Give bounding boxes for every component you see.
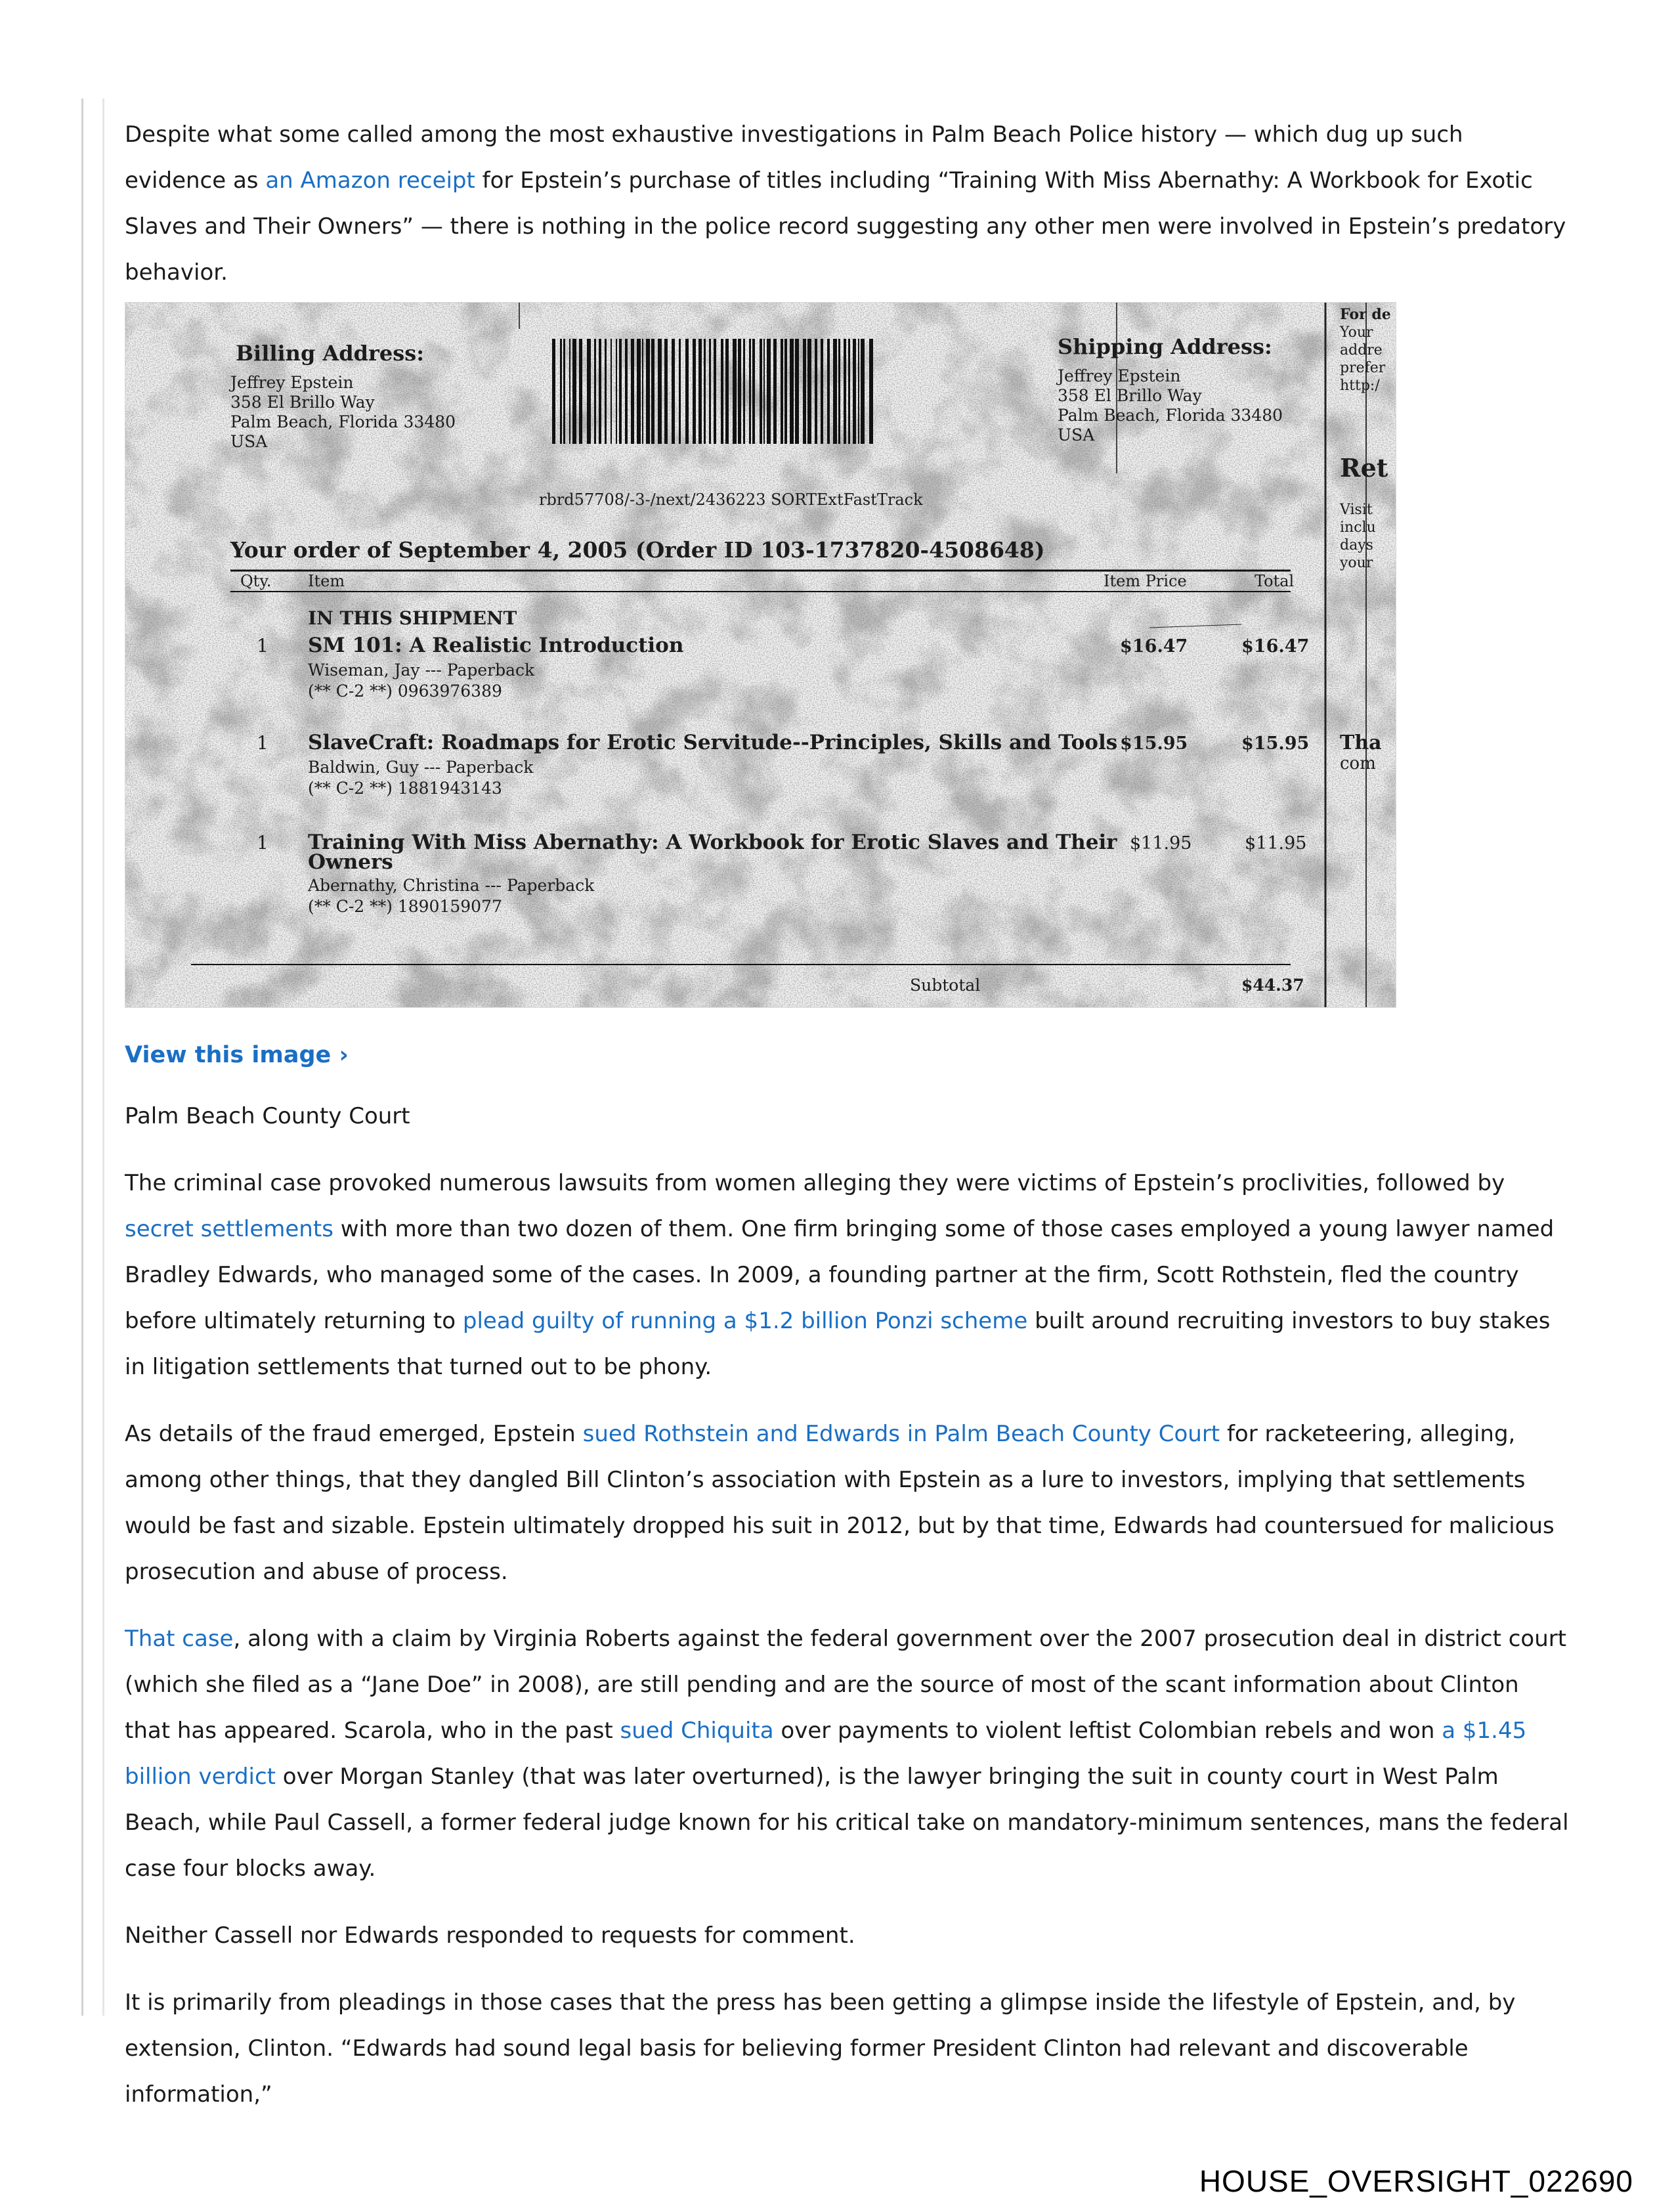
billing-line: Jeffrey Epstein [230,373,354,392]
barcode-bar [795,339,799,444]
item-total: $16.47 [1241,636,1310,657]
billing-line: 358 El Brillo Way [230,393,375,412]
barcode-bar [698,339,702,444]
side-fragment: com [1340,754,1376,773]
paragraph-text: , along with a claim by Virginia Roberts against the federal government over the 2007 prosecution deal in district court (which she filed as a “Jane Doe” in 2008), are still pending and are the source of most of the scant information about Clinton that has appeared. Scarola, who in the past [125,1626,1567,1744]
section-label: Palm Beach County Court [125,1103,410,1129]
barcode-bar [552,339,555,444]
side-fragment: addre [1340,342,1383,358]
item-qty: 1 [257,732,268,754]
paragraph-text: for racketeering, alleging, among other things, that they dangled Bill Clinton’s association with Epstein as a lure to investors, implying that settlements would be fast and sizable. Epstein ultimately dropped his suit in 2012, but by that time, Edwards had countersued for malicious prosecution and abuse of process. [125,1421,1555,1585]
item-author: Baldwin, Guy --- Paperback [308,758,534,777]
paragraph-that-case [125,1616,1569,1892]
item-title: SlaveCraft: Roadmaps for Erotic Servitude--Principles, Skills and Tools [308,731,1118,754]
barcode-bar [733,339,737,444]
barcode-bar [560,339,562,444]
barcode-bar [738,339,741,444]
article-body [125,112,1569,2117]
item-author: Abernathy, Christina --- Paperback [308,876,595,895]
item-qty: 1 [257,635,268,657]
side-fragment: days [1340,537,1373,553]
paragraph-text: over Morgan Stanley (that was later overturned), is the lawyer bringing the suit in county court in West Palm Beach, while Paul Cassell, a former federal judge known for his critical take on mandatory-minimum sentences, mans the federal case four blocks away. [125,1764,1569,1882]
paragraph-text: built around recruiting investors to buy stakes in litigation settlements that turned out to be phony. [125,1308,1551,1380]
ponzi-scheme-link[interactable]: plead guilty of running a $1.2 billion Ponzi scheme [462,1308,1028,1334]
item-qty: 1 [257,832,268,854]
side-fragment: Your [1340,324,1373,341]
sued-chiquita-link[interactable]: sued Chiquita [620,1718,774,1744]
barcode-bar [790,339,794,444]
billion-verdict-link[interactable]: a $1.45 billion verdict [125,1718,1527,1790]
barcode-bar [646,339,650,444]
left-margin-rule [81,98,83,2016]
barcode-bar [844,339,846,444]
side-fragment: For de [1340,306,1391,323]
barcode-bar [767,339,771,444]
barcode-bar [619,339,622,444]
barcode-bar [749,339,751,444]
paragraph-text: over payments to violent leftist Colombian rebels and won [773,1718,1442,1744]
barcode-bar [827,339,830,444]
column-price: Item Price [1104,572,1187,590]
item-title-continued: Owners [308,850,393,874]
barcode-bar [838,339,840,444]
paragraph-text: The criminal case provoked numerous lawsuits from women alleging they were victims of Epstein’s proclivities, followed by [125,1170,1505,1196]
side-fragment: prefer [1340,360,1386,376]
barcode-bar [572,339,576,444]
side-fragment: http:/ [1340,378,1380,394]
item-price: $11.95 [1130,833,1192,854]
item-code: (** C-2 **) 0963976389 [308,682,502,701]
side-fragment: Tha [1340,731,1382,754]
barcode-bar [853,339,856,444]
order-line: Your order of September 4, 2005 (Order ID 103-1737820-4508648) [230,537,1045,563]
barcode-bar [848,339,850,444]
barcode-bar [763,339,765,444]
barcode-bar [743,339,745,444]
barcode-bar [587,339,591,444]
billing-line: Palm Beach, Florida 33480 [230,412,456,431]
item-code: (** C-2 **) 1890159077 [308,897,502,916]
barcode-bar [569,339,570,444]
barcode-bar [784,339,787,444]
item-price: $15.95 [1120,733,1188,754]
barcode-bar [721,339,723,444]
paragraph-text: Despite what some called among the most exhaustive investigations in Palm Beach Police history — which dug up such evidence as [125,121,1463,194]
barcode-bar [781,339,783,444]
barcode-bar [631,339,634,444]
barcode-bar [861,339,865,444]
barcode-bar [563,339,565,444]
amazon-receipt-image [125,302,1396,1008]
barcode-bar [714,339,716,444]
view-image-link[interactable]: View this image › [125,1042,349,1068]
barcode-bar [616,339,617,444]
barcode-bar [709,339,711,444]
item-total: $15.95 [1241,733,1310,754]
barcode-bar [821,339,823,444]
paragraph-pleadings: It is primarily from pleadings in those cases that the press has been getting a glimpse inside the lifestyle of Epstein, and, by extension, Clinton. “Edwards had sound legal basis for believing former President Clinton had relevant and discoverable information,” [125,1989,1516,2108]
column-item: Item [308,572,345,590]
shipping-line: 358 El Brillo Way [1058,386,1202,405]
item-title: Training With Miss Abernathy: A Workbook for Erotic Slaves and Their [308,831,1117,854]
barcode-bar [651,339,655,444]
column-total: Total [1255,572,1295,590]
barcode-bar [704,339,706,444]
side-fragment: your [1340,555,1373,571]
bates-stamp: HOUSE_OVERSIGHT_022690 [1199,2164,1633,2198]
paragraph-amazon-receipt [125,112,1569,295]
barcode-bar [752,339,755,444]
barcode-bar [858,339,859,444]
barcode-bar [803,339,806,444]
item-price: $16.47 [1120,636,1188,657]
subtotal-value: $44.37 [1241,976,1304,995]
barcode-bar [773,339,777,444]
barcode-bar [672,339,675,444]
paragraph-text: with more than two dozen of them. One firm bringing some of those cases employed a young lawyer named Bradley Edwards, who managed some of the cases. In 2009, a founding partner at the firm, Scott Rothstein, fled the country before ultimately returning to [125,1216,1555,1334]
paragraph-no-comment: Neither Cassell nor Edwards responded to requests for comment. [125,1922,855,1949]
shipping-line: USA [1058,425,1095,445]
barcode-bar [815,339,817,444]
left-margin-rule-inner [102,98,104,2016]
barcode-bar [605,339,607,444]
barcode-bar [760,339,762,444]
sued-rothstein-link[interactable]: sued Rothstein and Edwards in Palm Beach County Court [582,1421,1220,1447]
item-code: (** C-2 **) 1881943143 [308,779,502,798]
that-case-link[interactable]: That case [125,1626,234,1652]
barcode-bar [658,339,662,444]
subtotal-label: Subtotal [910,976,981,995]
barcode-bar [869,339,873,444]
item-title: SM 101: A Realistic Introduction [308,634,684,657]
paragraph-text: for Epstein’s purchase of titles including “Training With Miss Abernathy: A Workbook for Exotic Slaves and Their Owners” — there is nothing in the police record suggesting any other men were involved in Epstein’s predatory behavior. [125,167,1566,286]
receipt-scan [125,303,1396,1007]
amazon-receipt-link[interactable]: an Amazon receipt [265,167,475,194]
barcode-bar [685,339,689,444]
barcode-bar [693,339,696,444]
shipping-line: Jeffrey Epstein [1058,366,1181,385]
column-qty: Qty. [240,572,272,590]
barcode-bar [664,339,668,444]
barcode-bar [679,339,681,444]
barcode-bar [611,339,612,444]
side-fragment: inclu [1340,519,1376,536]
billing-line: USA [230,432,268,451]
barcode-bar [637,339,641,444]
barcode-bar [725,339,729,444]
secret-settlements-link[interactable]: secret settlements [125,1216,333,1242]
shipment-heading: IN THIS SHIPMENT [308,607,517,629]
paragraph-text: As details of the fraud emerged, Epstein [125,1421,583,1447]
billing-heading: Billing Address: [236,341,425,366]
side-fragment: Ret [1340,453,1388,483]
shipping-line: Palm Beach, Florida 33480 [1058,406,1283,425]
barcode-bar [625,339,628,444]
side-fragment: Visit [1340,502,1373,518]
item-author: Wiseman, Jay --- Paperback [308,661,535,680]
paragraph-fraud [125,1411,1569,1595]
shipping-heading: Shipping Address: [1058,334,1272,359]
barcode-bar [594,339,596,444]
barcode-bar [599,339,601,444]
barcode-bar [807,339,811,444]
paragraph-criminal-case [125,1160,1569,1390]
item-total: $11.95 [1245,833,1307,854]
barcode-bar [642,339,643,444]
barcode-bar [833,339,837,444]
barcode-bar [579,339,582,444]
tracking-code: rbrd57708/-3-/next/2436223 SORTExtFastTrack [539,490,923,509]
